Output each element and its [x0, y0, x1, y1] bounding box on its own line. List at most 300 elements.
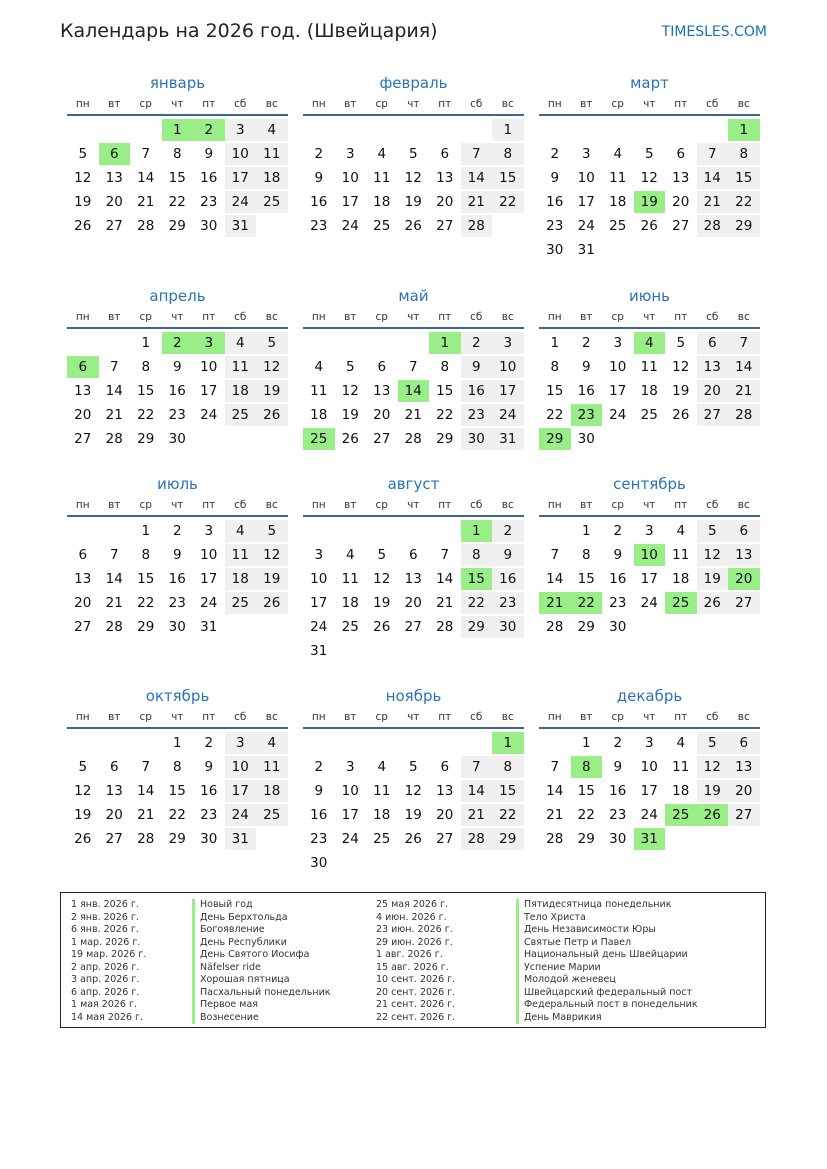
- day-cell: 14: [461, 167, 493, 189]
- day-cell: 19: [74, 194, 92, 210]
- day-cell: 26: [74, 218, 92, 234]
- day-cell: 11: [256, 143, 288, 165]
- month-name: октябрь: [145, 687, 210, 705]
- day-cell: 7: [109, 359, 119, 375]
- day-cell: 1: [461, 520, 493, 542]
- day-cell: 26: [373, 619, 391, 635]
- day-cell: 30: [609, 619, 627, 635]
- month-block: [67, 285, 288, 451]
- week-row: [539, 731, 760, 755]
- day-cell: 12: [256, 356, 288, 378]
- day-cell: 2: [492, 520, 524, 542]
- day-cell: 24: [200, 407, 218, 423]
- day-cell: 15: [577, 571, 595, 587]
- legend-names-right: [516, 899, 698, 1024]
- week-row: [67, 519, 288, 543]
- day-cell: 9: [550, 170, 560, 186]
- empty-cell: [697, 119, 729, 141]
- day-cell: 4: [634, 332, 666, 354]
- day-cell: 14: [137, 170, 155, 186]
- weekday-label: пн: [547, 98, 562, 110]
- day-cell: 23: [492, 592, 524, 614]
- week-row: [67, 543, 288, 567]
- weekday-label: ср: [375, 311, 388, 323]
- weekday-label: вс: [737, 311, 750, 323]
- empty-cell: [728, 239, 760, 261]
- month-name: ноябрь: [385, 687, 442, 705]
- weekday-label: вс: [501, 499, 514, 511]
- day-cell: 3: [225, 732, 257, 754]
- day-cell: 14: [461, 780, 493, 802]
- empty-cell: [461, 852, 493, 874]
- day-cell: 1: [581, 735, 591, 751]
- day-cell: 25: [225, 404, 257, 426]
- day-cell: 25: [256, 191, 288, 213]
- day-cell: 20: [436, 807, 454, 823]
- day-cell: 9: [314, 783, 324, 799]
- day-cell: 17: [225, 780, 257, 802]
- week-row: [539, 238, 760, 262]
- weekday-label: сб: [706, 98, 719, 110]
- day-cell: 28: [546, 831, 564, 847]
- day-cell: 8: [550, 359, 560, 375]
- week-row: [539, 543, 760, 567]
- day-cell: 15: [577, 783, 595, 799]
- month-name: июнь: [628, 287, 671, 305]
- day-cell: 9: [172, 547, 182, 563]
- day-cell: 12: [672, 359, 690, 375]
- weekday-header: [67, 307, 288, 329]
- day-cell: 14: [546, 571, 564, 587]
- day-cell: 22: [168, 194, 186, 210]
- holiday-date: 22 сент. 2026 г.: [376, 1011, 456, 1023]
- holiday-name: Федеральный пост в понедельник: [516, 999, 698, 1012]
- day-cell: 13: [404, 571, 422, 587]
- day-cell: 28: [105, 619, 123, 635]
- day-cell: 20: [436, 194, 454, 210]
- page-title: Календарь на 2026 год. (Швейцария): [60, 20, 438, 42]
- week-row: [303, 118, 524, 142]
- day-cell: 25: [640, 407, 658, 423]
- day-cell: 6: [78, 547, 88, 563]
- holiday-date: 1 мар. 2026 г.: [71, 936, 141, 948]
- day-cell: 18: [225, 380, 257, 402]
- empty-cell: [99, 332, 131, 354]
- empty-cell: [634, 428, 666, 450]
- day-cell: 29: [577, 831, 595, 847]
- holiday-name: Новый год: [192, 899, 331, 912]
- day-cell: 30: [168, 619, 186, 635]
- day-cell: 2: [581, 335, 591, 351]
- weekday-label: пн: [311, 311, 326, 323]
- weekday-label: пт: [438, 711, 452, 723]
- day-cell: 10: [225, 756, 257, 778]
- holiday-name: День Республики: [192, 937, 331, 950]
- week-row: [539, 166, 760, 190]
- week-row: [303, 827, 524, 851]
- week-row: [539, 755, 760, 779]
- day-cell: 28: [461, 215, 493, 237]
- week-row: [67, 427, 288, 451]
- day-cell: 6: [728, 732, 760, 754]
- weekday-header: [303, 707, 524, 729]
- weekday-header: [539, 495, 760, 517]
- week-row: [303, 803, 524, 827]
- day-cell: 20: [74, 595, 92, 611]
- day-cell: 16: [200, 783, 218, 799]
- week-row: [539, 355, 760, 379]
- day-cell: 3: [644, 735, 654, 751]
- site-link[interactable]: TIMESLES.COM: [661, 24, 767, 40]
- holiday-name: Пятидесятница понедельник: [516, 899, 698, 912]
- weekday-label: ср: [611, 311, 624, 323]
- holiday-date: 2 апр. 2026 г.: [71, 961, 140, 973]
- day-cell: 15: [546, 383, 564, 399]
- weekday-label: сб: [234, 499, 247, 511]
- day-cell: 9: [613, 547, 623, 563]
- empty-cell: [697, 616, 729, 638]
- day-cell: 5: [408, 759, 418, 775]
- empty-cell: [225, 428, 257, 450]
- day-cell: 22: [546, 407, 564, 423]
- day-cell: 6: [728, 520, 760, 542]
- empty-cell: [697, 239, 729, 261]
- weekday-label: вс: [265, 311, 278, 323]
- empty-cell: [99, 520, 131, 542]
- week-row: [67, 214, 288, 238]
- day-cell: 18: [609, 194, 627, 210]
- day-cell: 17: [341, 194, 359, 210]
- weekday-label: сб: [470, 499, 483, 511]
- day-cell: 7: [109, 547, 119, 563]
- day-cell: 22: [492, 191, 524, 213]
- week-row: [539, 427, 760, 451]
- holiday-date: 23 июн. 2026 г.: [376, 924, 453, 935]
- day-cell: 12: [404, 783, 422, 799]
- day-cell: 21: [697, 191, 729, 213]
- day-cell: 9: [461, 356, 493, 378]
- day-cell: 12: [697, 544, 729, 566]
- day-cell: 24: [310, 619, 328, 635]
- week-row: [303, 379, 524, 403]
- holiday-name: Хорошая пятница: [192, 974, 331, 987]
- day-cell: 13: [436, 783, 454, 799]
- day-cell: 27: [728, 804, 760, 826]
- month-name: декабрь: [616, 687, 683, 705]
- day-cell: 13: [697, 356, 729, 378]
- week-row: [67, 331, 288, 355]
- day-cell: 11: [341, 571, 359, 587]
- weekday-label: вс: [737, 711, 750, 723]
- week-row: [303, 755, 524, 779]
- weekday-label: пн: [547, 311, 562, 323]
- week-row: [539, 403, 760, 427]
- day-cell: 8: [461, 544, 493, 566]
- day-cell: 21: [461, 191, 493, 213]
- week-row: [303, 519, 524, 543]
- day-cell: 8: [728, 143, 760, 165]
- weekday-label: вс: [265, 499, 278, 511]
- week-row: [539, 803, 760, 827]
- day-cell: 17: [225, 167, 257, 189]
- day-cell: 4: [613, 146, 623, 162]
- day-cell: 9: [581, 359, 591, 375]
- day-cell: 19: [256, 380, 288, 402]
- empty-cell: [398, 732, 430, 754]
- weekday-label: ср: [611, 711, 624, 723]
- day-cell: 26: [74, 831, 92, 847]
- day-cell: 9: [204, 146, 214, 162]
- day-cell: 1: [141, 335, 151, 351]
- empty-cell: [539, 119, 571, 141]
- weekday-label: вт: [344, 499, 357, 511]
- day-cell: 11: [609, 170, 627, 186]
- day-cell: 15: [137, 571, 155, 587]
- day-cell: 24: [577, 218, 595, 234]
- day-cell: 16: [461, 380, 493, 402]
- day-cell: 31: [225, 828, 257, 850]
- weekday-label: вс: [501, 711, 514, 723]
- day-cell: 10: [310, 571, 328, 587]
- day-cell: 18: [672, 571, 690, 587]
- week-row: [303, 567, 524, 591]
- day-cell: 20: [105, 807, 123, 823]
- day-cell: 18: [672, 783, 690, 799]
- day-cell: 10: [341, 783, 359, 799]
- holiday-date: 29 июн. 2026 г.: [376, 936, 453, 948]
- day-cell: 17: [200, 571, 218, 587]
- holiday-name: Пасхальный понедельник: [192, 987, 331, 1000]
- day-cell: 22: [577, 807, 595, 823]
- weekday-label: чт: [643, 311, 656, 323]
- weekday-label: пт: [674, 311, 688, 323]
- empty-cell: [602, 119, 634, 141]
- holiday-name: Национальный день Швейцарии: [516, 949, 698, 962]
- empty-cell: [256, 828, 288, 850]
- week-row: [539, 591, 760, 615]
- day-cell: 28: [728, 404, 760, 426]
- empty-cell: [256, 428, 288, 450]
- day-cell: 4: [377, 759, 387, 775]
- day-cell: 16: [310, 194, 328, 210]
- day-cell: 1: [492, 732, 524, 754]
- day-cell: 16: [609, 571, 627, 587]
- holiday-name: Швейцарский федеральный пост: [516, 987, 698, 1000]
- month-name: февраль: [379, 74, 448, 92]
- weekday-label: ср: [611, 499, 624, 511]
- day-cell: 8: [172, 759, 182, 775]
- empty-cell: [67, 520, 99, 542]
- day-cell: 15: [728, 167, 760, 189]
- day-cell: 30: [577, 431, 595, 447]
- holiday-name: Вознесение: [192, 1012, 331, 1025]
- empty-cell: [99, 119, 131, 141]
- day-cell: 16: [200, 170, 218, 186]
- day-cell: 20: [373, 407, 391, 423]
- day-cell: 18: [256, 780, 288, 802]
- day-cell: 13: [74, 571, 92, 587]
- holiday-date: 6 апр. 2026 г.: [71, 986, 140, 998]
- weekday-label: вт: [580, 98, 593, 110]
- weekday-label: ср: [611, 98, 624, 110]
- day-cell: 13: [373, 383, 391, 399]
- empty-cell: [728, 828, 760, 850]
- weekday-label: чт: [643, 711, 656, 723]
- day-cell: 29: [168, 218, 186, 234]
- day-cell: 1: [728, 119, 760, 141]
- day-cell: 20: [404, 595, 422, 611]
- day-cell: 29: [728, 215, 760, 237]
- empty-cell: [461, 732, 493, 754]
- empty-cell: [366, 520, 398, 542]
- weekday-label: пн: [547, 711, 562, 723]
- empty-cell: [130, 732, 162, 754]
- day-cell: 28: [461, 828, 493, 850]
- day-cell: 21: [137, 807, 155, 823]
- weekday-label: пн: [311, 711, 326, 723]
- weekday-label: сб: [470, 98, 483, 110]
- weekday-header: [303, 307, 524, 329]
- day-cell: 8: [141, 547, 151, 563]
- day-cell: 14: [546, 783, 564, 799]
- day-cell: 21: [539, 592, 571, 614]
- week-row: [67, 615, 288, 639]
- empty-cell: [398, 520, 430, 542]
- empty-cell: [461, 640, 493, 662]
- empty-cell: [634, 239, 666, 261]
- weekday-header: [303, 495, 524, 517]
- day-cell: 20: [74, 407, 92, 423]
- day-cell: 3: [644, 523, 654, 539]
- holiday-name: Святые Петр и Павел: [516, 937, 698, 950]
- weekday-label: пн: [75, 311, 90, 323]
- empty-cell: [539, 520, 571, 542]
- holiday-date: 10 сент. 2026 г.: [376, 974, 456, 985]
- day-cell: 22: [168, 807, 186, 823]
- day-cell: 4: [345, 547, 355, 563]
- empty-cell: [335, 520, 367, 542]
- day-cell: 5: [697, 732, 729, 754]
- week-row: [539, 142, 760, 166]
- day-cell: 18: [256, 167, 288, 189]
- day-cell: 10: [225, 143, 257, 165]
- day-cell: 2: [613, 523, 623, 539]
- weekday-header: [67, 495, 288, 517]
- weekday-label: чт: [407, 311, 420, 323]
- week-row: [303, 427, 524, 451]
- empty-cell: [398, 640, 430, 662]
- day-cell: 25: [665, 592, 697, 614]
- day-cell: 28: [105, 431, 123, 447]
- day-cell: 19: [697, 780, 729, 802]
- day-cell: 13: [74, 383, 92, 399]
- day-cell: 26: [672, 407, 690, 423]
- day-cell: 10: [200, 547, 218, 563]
- day-cell: 12: [256, 544, 288, 566]
- day-cell: 1: [581, 523, 591, 539]
- week-row: [303, 355, 524, 379]
- weekday-label: сб: [706, 711, 719, 723]
- day-cell: 16: [168, 571, 186, 587]
- day-cell: 5: [697, 520, 729, 542]
- day-cell: 19: [672, 383, 690, 399]
- week-row: [303, 591, 524, 615]
- day-cell: 8: [172, 146, 182, 162]
- weekday-header: [539, 707, 760, 729]
- week-row: [67, 355, 288, 379]
- weekday-label: чт: [171, 311, 184, 323]
- day-cell: 14: [398, 380, 430, 402]
- weekday-label: пт: [438, 311, 452, 323]
- empty-cell: [99, 732, 131, 754]
- weekday-label: ср: [375, 499, 388, 511]
- day-cell: 27: [697, 404, 729, 426]
- empty-cell: [461, 119, 493, 141]
- day-cell: 12: [404, 170, 422, 186]
- day-cell: 5: [676, 335, 686, 351]
- empty-cell: [665, 428, 697, 450]
- weekday-label: сб: [234, 98, 247, 110]
- day-cell: 9: [613, 759, 623, 775]
- day-cell: 20: [728, 568, 760, 590]
- day-cell: 7: [461, 143, 493, 165]
- weekday-label: вт: [108, 711, 121, 723]
- day-cell: 21: [137, 194, 155, 210]
- month-name: август: [387, 475, 440, 493]
- month-name: июль: [157, 475, 198, 493]
- day-cell: 18: [373, 194, 391, 210]
- day-cell: 27: [105, 831, 123, 847]
- day-cell: 31: [200, 619, 218, 635]
- weekday-label: пн: [311, 98, 326, 110]
- weekday-label: чт: [407, 499, 420, 511]
- weekday-label: ср: [139, 499, 152, 511]
- empty-cell: [429, 640, 461, 662]
- day-cell: 25: [303, 428, 335, 450]
- day-cell: 13: [672, 170, 690, 186]
- day-cell: 14: [697, 167, 729, 189]
- holiday-name: Näfelser ride: [192, 962, 331, 975]
- day-cell: 27: [436, 831, 454, 847]
- month-block: [539, 285, 760, 451]
- day-cell: 31: [310, 643, 328, 659]
- day-cell: 24: [200, 595, 218, 611]
- day-cell: 10: [341, 170, 359, 186]
- weekday-header: [539, 307, 760, 329]
- day-cell: 16: [492, 568, 524, 590]
- day-cell: 11: [225, 544, 257, 566]
- day-cell: 12: [697, 756, 729, 778]
- day-cell: 6: [697, 332, 729, 354]
- weekday-label: пт: [674, 711, 688, 723]
- day-cell: 17: [609, 383, 627, 399]
- day-cell: 5: [78, 146, 88, 162]
- day-cell: 2: [162, 332, 194, 354]
- day-cell: 5: [78, 759, 88, 775]
- day-cell: 10: [634, 544, 666, 566]
- day-cell: 8: [571, 756, 603, 778]
- day-cell: 18: [225, 568, 257, 590]
- day-cell: 25: [341, 619, 359, 635]
- day-cell: 23: [310, 218, 328, 234]
- month-block: [303, 285, 524, 451]
- day-cell: 7: [408, 359, 418, 375]
- empty-cell: [193, 428, 225, 450]
- day-cell: 23: [310, 831, 328, 847]
- weekday-label: вт: [344, 98, 357, 110]
- day-cell: 30: [200, 218, 218, 234]
- empty-cell: [665, 239, 697, 261]
